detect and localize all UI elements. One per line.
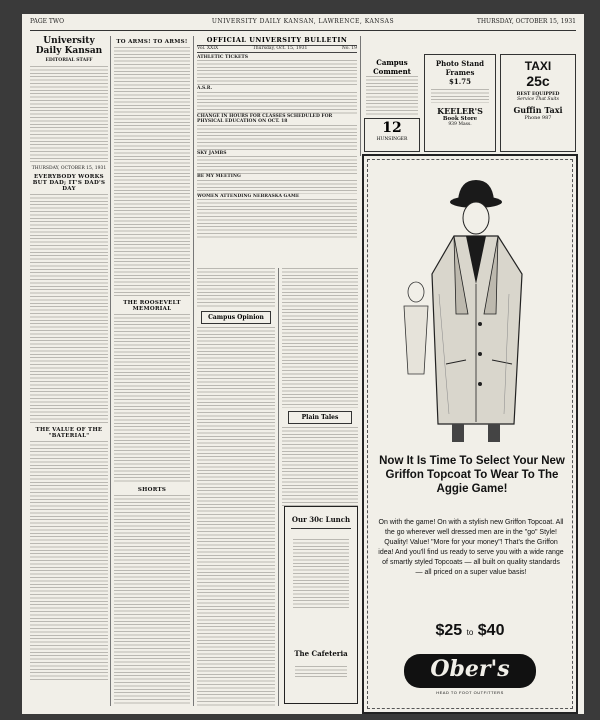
ad-text xyxy=(295,666,347,678)
editorial-heading-dads-day: EVERYBODY WORKS BUT DAD; IT'S DAD'S DAY xyxy=(32,174,106,192)
newspaper-title: UNIVERSITY DAILY KANSAN, LAWRENCE, KANSAS xyxy=(211,18,395,25)
company-name: Guffin Taxi xyxy=(513,105,563,115)
ad-line: Service That Suits xyxy=(517,97,559,102)
ad-line: BEST EQUIPPED xyxy=(516,92,560,97)
column-divider xyxy=(278,268,279,706)
bulletin-item-heading: SKY JAMBS xyxy=(197,150,227,156)
bulletin-item-text xyxy=(197,180,357,194)
ad-body-text: On with the game! On with a stylish new Griffon Topcoat. All the go wherever well dressed men are in the "go" Style! Quality! Value! "More for your money"! That's the Griffon idea! And you'll find us ready to serve you with a wide range of smartly styled Topcoats — all built on quality standards — all priced on a super value basis! xyxy=(378,519,564,576)
obers-tagline: HEAD TO FOOT OUTFITTERS xyxy=(436,690,504,695)
editorial-column-2 xyxy=(114,36,190,708)
issue-date: THURSDAY, OCTOBER 15, 1931 xyxy=(476,18,576,25)
editorial-column xyxy=(30,36,108,708)
bulletin-title: OFFICIAL UNIVERSITY BULLETIN xyxy=(206,36,348,44)
company-phone: Phone 987 xyxy=(524,115,552,121)
store-name-2: Book Store xyxy=(442,116,478,122)
editorial-text-2 xyxy=(30,441,108,681)
article-text xyxy=(282,268,358,408)
bulletin-item-text xyxy=(197,199,357,239)
bulletin-item-text xyxy=(197,125,357,151)
editorial-heading-baterial: THE VALUE OF THE "BATERIAL" xyxy=(35,427,103,439)
official-bulletin xyxy=(197,36,357,268)
ad-text xyxy=(293,539,349,609)
page-number: PAGE TWO xyxy=(30,18,64,25)
store-name: KEELER'S xyxy=(437,106,483,116)
cafeteria-name: The Cafeteria xyxy=(294,649,348,658)
campus-opinion-text xyxy=(197,327,275,707)
editorial-text xyxy=(30,194,108,424)
campus-comment-heading: Campus Comment xyxy=(364,58,420,74)
newspaper-page xyxy=(22,14,584,714)
editorial-date: THURSDAY, OCTOBER 15, 1931 xyxy=(31,165,107,171)
store-address: 939 Mass. xyxy=(448,122,472,127)
editorial-text-3 xyxy=(114,47,190,297)
editorial-text-4 xyxy=(114,314,190,484)
obers-topcoat-ad xyxy=(362,154,578,714)
bulletin-item-heading: CHANGE IN HOURS FOR CLASSES SCHEDULED FOR PHYSICAL EDUCATION ON OCT. 18 xyxy=(197,113,333,124)
editorial-heading-roosevelt: THE ROOSEVELT MEMORIAL xyxy=(123,300,181,312)
obers-logo: Ober's xyxy=(404,654,536,688)
editorial-text-5 xyxy=(114,495,190,705)
campus-opinion-heading: Campus Opinion xyxy=(201,311,271,324)
article-text xyxy=(197,268,275,308)
cafeteria-ad xyxy=(284,506,358,704)
bulletin-item-text xyxy=(197,156,357,174)
bulletin-item-text xyxy=(197,60,357,86)
price-high: $40 xyxy=(477,622,505,639)
ad-title: Photo Stand Frames xyxy=(435,59,485,77)
hunsinger-ad xyxy=(364,118,420,152)
column-divider xyxy=(360,36,361,156)
bulletin-item-heading: ATHLETIC TICKETS xyxy=(197,54,249,60)
price-range xyxy=(364,622,576,640)
bulletin-dateline: Vol. XXIX Thursday, Oct. 15, 1931 No. 19 xyxy=(197,46,357,51)
plain-tales-text xyxy=(282,427,358,507)
price-to: to xyxy=(466,628,474,637)
topcoat-man-illustration xyxy=(394,174,544,444)
photo-frames-ad xyxy=(424,54,496,152)
ad-price: $1.75 xyxy=(449,77,471,86)
taxi-ad xyxy=(500,54,576,152)
bulletin-item-text xyxy=(197,92,357,114)
editorial-heading-shorts: SHORTS xyxy=(137,487,167,493)
column-divider xyxy=(193,36,194,706)
price-low: $25 xyxy=(435,622,463,639)
editorial-heading-to-arms: TO ARMS! TO ARMS! xyxy=(116,39,188,45)
running-header xyxy=(30,18,576,28)
staff-heading: EDITORIAL STAFF xyxy=(45,58,93,63)
ad-price: 25c xyxy=(526,73,550,89)
ad-title: Our 30c Lunch xyxy=(291,515,351,529)
header-rule xyxy=(30,30,576,31)
column-divider xyxy=(110,36,111,706)
plain-tales-heading: Plain Tales xyxy=(288,411,352,424)
bulletin-item-heading: A.S.R. xyxy=(197,86,213,91)
campus-comment-text xyxy=(366,76,418,116)
ad-text xyxy=(431,89,489,103)
opinion-column xyxy=(197,268,275,708)
masthead-title: University Daily Kansan xyxy=(35,36,103,56)
staff-listing xyxy=(30,66,108,162)
ad-number: 12 xyxy=(382,120,402,136)
ad-title: TAXI xyxy=(524,59,552,73)
bulletin-item-heading: BE MY MEETING xyxy=(197,174,241,179)
ad-headline: Now It Is Time To Select Your New Griffon Topcoat To Wear To The Aggie Game! xyxy=(379,455,565,495)
bulletin-item-heading: WOMEN ATTENDING NEBRASKA GAME xyxy=(197,193,300,199)
ad-name: HUNSINGER xyxy=(376,137,408,142)
